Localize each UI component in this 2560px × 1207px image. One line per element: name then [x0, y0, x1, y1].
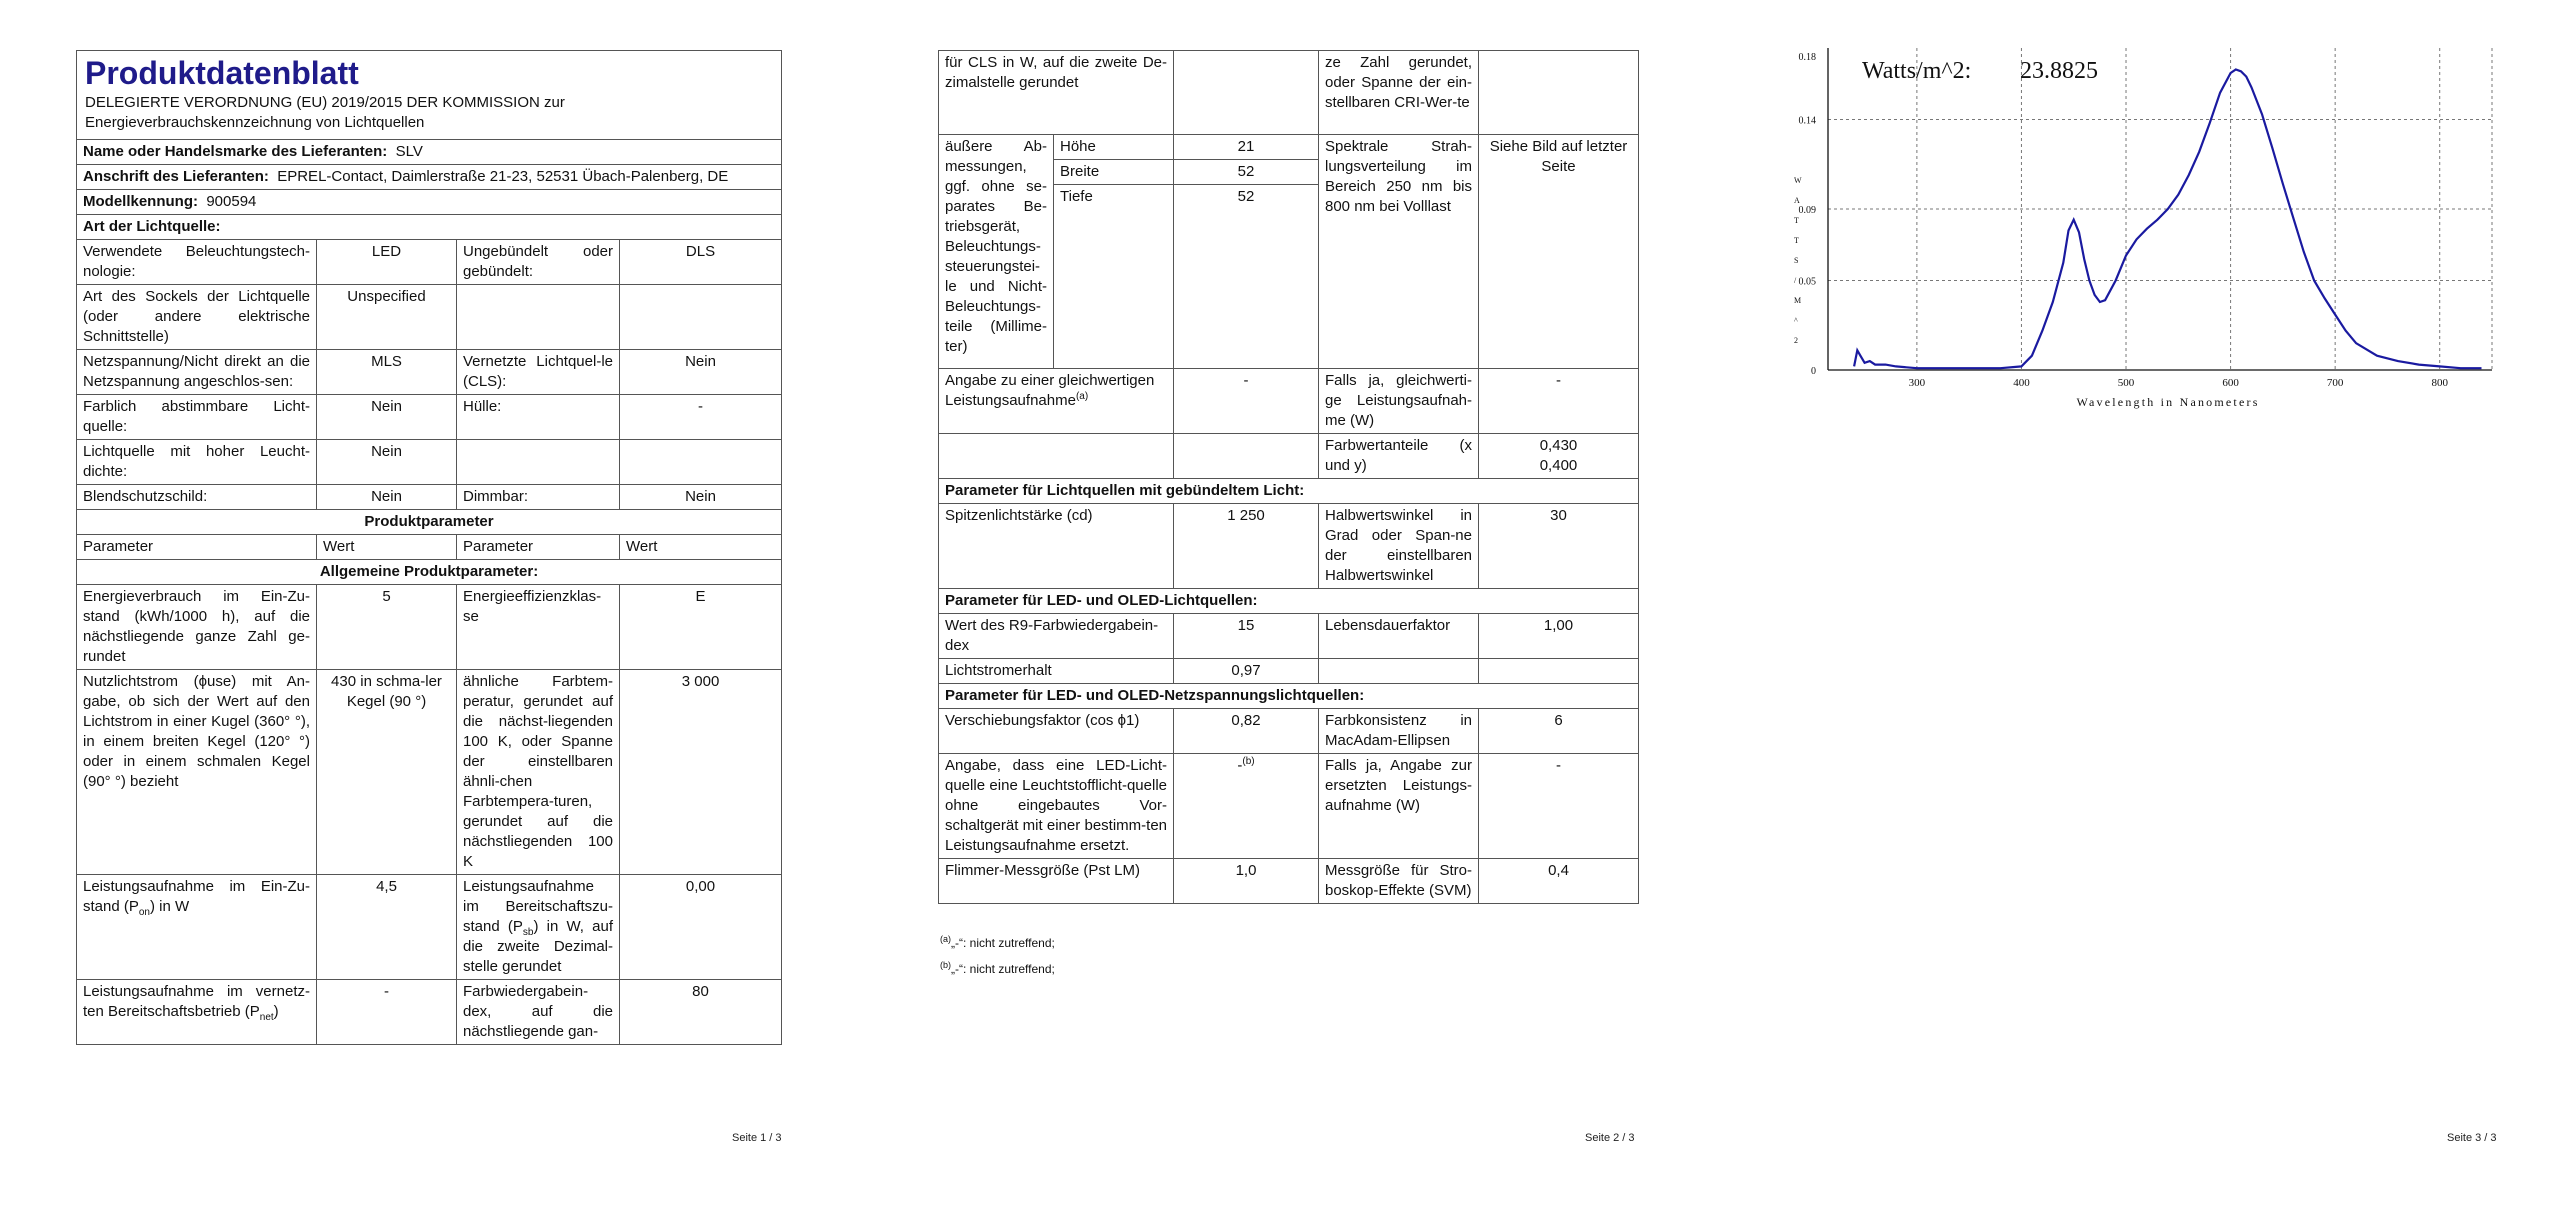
colour-consistency-label: Farbkonsistenz in MacAdam-Ellipsen [1319, 709, 1479, 754]
y-label-char: / [1794, 276, 1797, 285]
chart-grid [1828, 48, 2492, 370]
glare-shield-value: Nein [317, 485, 457, 510]
equivalent-power-claim-value: - [1174, 369, 1319, 434]
replacement-claim-value: -$^{(b)}$ [1174, 754, 1319, 859]
dimensions-label: äußere Ab-messungen, ggf. ohne se-parates Be-triebsgerät, Beleuchtungs-steuerungstei-le und Nicht-Beleuchtungs-teile (Millime-ter) [939, 135, 1054, 369]
replacement-power-value: - [1479, 754, 1639, 859]
chart-annotation-value: 23.8825 [2020, 58, 2098, 84]
product-params-heading: Produktparameter [77, 510, 782, 535]
useful-flux-value: 430 in schma-ler Kegel (90 °) [317, 670, 457, 875]
depth-value: 52 [1174, 185, 1319, 369]
depth-label: Tiefe [1054, 185, 1174, 369]
survival-factor-value: 1,00 [1479, 614, 1639, 659]
r9-value: 15 [1174, 614, 1319, 659]
envelope-value: - [620, 395, 782, 440]
page-number-3: Seite 3 / 3 [2447, 1132, 2497, 1144]
document-title: Produktdatenblatt [85, 55, 359, 91]
bundled-label: Ungebündelt oder gebündelt: [457, 240, 620, 285]
stroboscopic-value: 0,4 [1479, 859, 1639, 904]
cap-type-label: Art des Sockels der Lichtquelle (oder andere elektrische Schnittstelle) [77, 285, 317, 350]
tunable-label: Farblich abstimmbare Licht-quelle: [77, 395, 317, 440]
regulation-text: DELEGIERTE VERORDNUNG (EU) 2019/2015 DER KOMMISSION zur Energieverbrauchskennzeichnung von Lichtquellen [85, 94, 565, 131]
column-header-value: Wert [317, 535, 457, 560]
envelope-label: Hülle: [457, 395, 620, 440]
y-label-char: 2 [1794, 336, 1798, 345]
cls-value: Nein [620, 350, 782, 395]
networked-standby-label: Leistungsaufnahme im vernetz-ten Bereitschaftsbetrieb $(P_{net})$ [77, 980, 317, 1045]
y-label-char: T [1794, 216, 1799, 225]
glare-shield-label: Blendschutzschild: [77, 485, 317, 510]
lumen-maintenance-label: Lichtstromerhalt [939, 659, 1174, 684]
page-1 [0, 0, 853, 1207]
x-tick-label-500: 500 [2117, 377, 2135, 389]
beam-angle-value: 30 [1479, 504, 1639, 589]
spectral-distribution-label: Spektrale Strah-lungsverteilung im Bereich 250 nm bis 800 nm bei Volllast [1319, 135, 1479, 369]
chart-y-axis-label [1794, 176, 1802, 345]
column-header-parameter-2: Parameter [457, 535, 620, 560]
survival-factor-label: Lebensdauerfaktor [1319, 614, 1479, 659]
y-label-char: M [1794, 296, 1802, 305]
page-number: Seite 1 / 3 [732, 1132, 782, 1144]
standby-power-label: Leistungsaufnahme im Bereitschaftszu-stand $(P_{sb})$ in W, auf die zweite Dezimal-stelle gerundet [457, 875, 620, 980]
dimmable-label: Dimmbar: [457, 485, 620, 510]
spectrum-series-line [1854, 70, 2481, 369]
page-number-2: Seite 2 / 3 [1585, 1132, 1635, 1144]
height-value: 21 [1174, 135, 1319, 160]
networked-standby-value: - [317, 980, 457, 1045]
footnote-b: $^{(b)}$„-“: nicht zutreffend; [940, 960, 1055, 976]
mains-led-params-heading: Parameter für LED- und OLED-Netzspannungslichtquellen: [939, 684, 1639, 709]
flicker-value: 1,0 [1174, 859, 1319, 904]
cap-type-value: Unspecified [317, 285, 457, 350]
peak-intensity-label: Spitzenlichtstärke (cd) [939, 504, 1174, 589]
chart-annotation-label: Watts/m^2: [1862, 58, 1972, 84]
colour-consistency-value: 6 [1479, 709, 1639, 754]
beam-angle-label: Halbwertswinkel in Grad oder Span-ne der einstellbaren Halbwertswinkel [1319, 504, 1479, 589]
y-tick-label-4: 0.18 [1798, 52, 1816, 63]
model-label: Modellkennung: [83, 193, 198, 210]
x-tick-label-700: 700 [2326, 377, 2344, 389]
footnotes [940, 928, 1055, 980]
energy-consumption-value: 5 [317, 585, 457, 670]
r9-label: Wert des R9-Farbwiedergabein-dex [939, 614, 1174, 659]
standby-power-value: 0,00 [620, 875, 782, 980]
useful-flux-label: Nutzlichtstrom (ϕuse) mit An-gabe, ob sich der Wert auf den Lichtstrom in einer Kugel (360° °), in einem breiten Kegel (120° °) oder in einem schmalen Kegel (90° °) bezieht [77, 670, 317, 875]
energy-class-value: E [620, 585, 782, 670]
y-tick-label-3: 0.14 [1798, 115, 1816, 127]
cls-label: Vernetzte Lichtquel-le (CLS): [457, 350, 620, 395]
lumen-maintenance-value: 0,97 [1174, 659, 1319, 684]
cri-label: Farbwiedergabein-dex, auf die nächstliegende gan- [457, 980, 620, 1045]
y-tick-label-1: 0.05 [1798, 276, 1816, 288]
datasheet-table-page-1 [76, 50, 782, 1045]
peak-intensity-value: 1 250 [1174, 504, 1319, 589]
x-tick-label-400: 400 [2013, 377, 2030, 389]
light-type-heading: Art der Lichtquelle: [77, 215, 782, 240]
column-header-parameter: Parameter [77, 535, 317, 560]
continued-cri-label: ze Zahl gerundet, oder Spanne der ein-stellbaren CRI-Wer-te [1319, 51, 1479, 135]
x-tick-label-800: 800 [2431, 377, 2448, 389]
stroboscopic-label: Messgröße für Stro-boskop-Effekte (SVM) [1319, 859, 1479, 904]
equivalent-power-claim-label: Angabe zu einer gleichwertigen Leistungsaufnahme$^{(a)}$ [939, 369, 1174, 434]
power-factor-value: 0,82 [1174, 709, 1319, 754]
power-factor-label: Verschiebungsfaktor (cos ϕ1) [939, 709, 1174, 754]
supplier-name-value: SLV [395, 143, 423, 160]
spectral-distribution-value: Siehe Bild auf letzter Seite [1479, 135, 1639, 369]
x-tick-label-300: 300 [1908, 377, 1926, 389]
supplier-address-label: Anschrift des Lieferanten: [83, 168, 269, 185]
energy-consumption-label: Energieverbrauch im Ein-Zu-stand (kWh/1000 h), auf die nächstliegende ganze Zahl ge-rundet [77, 585, 317, 670]
model-value: 900594 [206, 193, 257, 210]
y-label-char: ^ [1794, 316, 1798, 325]
x-tick-label-600: 600 [2222, 377, 2239, 389]
replacement-power-label: Falls ja, Angabe zur ersetzten Leistungs-aufnahme (W) [1319, 754, 1479, 859]
chart-axes [1799, 48, 2493, 389]
datasheet-table-page-2 [938, 50, 1639, 904]
mains-value: MLS [317, 350, 457, 395]
width-value: 52 [1174, 160, 1319, 185]
y-tick-label-0: 0 [1811, 366, 1816, 377]
on-mode-power-value: 4,5 [317, 875, 457, 980]
equivalent-power-value: - [1479, 369, 1639, 434]
replacement-claim-label: Angabe, dass eine LED-Licht-quelle eine Leuchtstofflicht-quelle ohne eingebautes Vor-schaltgerät mit einer bestimm-ten Leistungsaufnahme ersetzt. [939, 754, 1174, 859]
tunable-value: Nein [317, 395, 457, 440]
high-luminance-value: Nein [317, 440, 457, 485]
cct-label: ähnliche Farbtem-peratur, gerundet auf die nächst-liegenden 100 K, oder Spanne der einstellbaren ähnli-chen Farbtempera-turen, gerundet auf die nächstliegenden 100 K [457, 670, 620, 875]
y-tick-label-2: 0.09 [1798, 205, 1816, 216]
bundled-value: DLS [620, 240, 782, 285]
y-label-char: W [1794, 176, 1802, 185]
directional-params-heading: Parameter für Lichtquellen mit gebündeltem Licht: [939, 479, 1639, 504]
supplier-name-label: Name oder Handelsmarke des Lieferanten: [83, 143, 388, 160]
flicker-label: Flimmer-Messgröße (Pst LM) [939, 859, 1174, 904]
chart-x-axis-label: Wavelength in Nanometers [2076, 395, 2260, 409]
y-label-char: T [1794, 236, 1799, 245]
footnote-a: $^{(a)}$„-“: nicht zutreffend; [940, 934, 1055, 950]
y-label-char: A [1794, 196, 1800, 205]
chromaticity-label: Farbwertanteile (x und y) [1319, 434, 1479, 479]
spectral-distribution-chart [1788, 48, 2498, 413]
supplier-address-value: EPREL-Contact, Daimlerstraße 21-23, 52531 Übach-Palenberg, DE [277, 168, 729, 185]
continued-standby-label: für CLS in W, auf die zweite De-zimalstelle gerundet [939, 51, 1174, 135]
on-mode-power-label: Leistungsaufnahme im Ein-Zu-stand $(P_{on})$ in W [77, 875, 317, 980]
y-label-char: S [1794, 256, 1799, 265]
equivalent-power-label: Falls ja, gleichwerti-ge Leistungsaufnah-me (W) [1319, 369, 1479, 434]
technology-value: LED [317, 240, 457, 285]
technology-label: Verwendete Beleuchtungstech-nologie: [77, 240, 317, 285]
general-params-heading: Allgemeine Produktparameter: [77, 560, 782, 585]
high-luminance-label: Lichtquelle mit hoher Leucht-dichte: [77, 440, 317, 485]
dimmable-value: Nein [620, 485, 782, 510]
chromaticity-value: 0,430 0,400 [1479, 434, 1639, 479]
energy-class-label: Energieeffizienzklas-se [457, 585, 620, 670]
column-header-value-2: Wert [620, 535, 782, 560]
height-label: Höhe [1054, 135, 1174, 160]
mains-label: Netzspannung/Nicht direkt an die Netzspannung angeschlos-sen: [77, 350, 317, 395]
cct-value: 3 000 [620, 670, 782, 875]
width-label: Breite [1054, 160, 1174, 185]
cri-value: 80 [620, 980, 782, 1045]
led-params-heading: Parameter für LED- und OLED-Lichtquellen: [939, 589, 1639, 614]
